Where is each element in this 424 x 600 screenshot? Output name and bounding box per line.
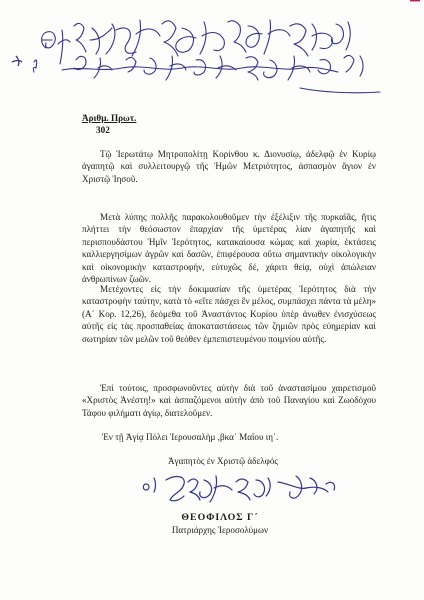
signer-name: ΘΕΟΦΙΛΟΣ Γ΄ bbox=[181, 512, 259, 523]
signer-title: Πατριάρχης Ἱεροσολύμων bbox=[171, 525, 269, 535]
address-text: Τῷ Ἱερωτάτῳ Μητροπολίτῃ Κορίνθου κ. Διονυσίῳ, ἀδελφῷ ἐν Κυρίῳ ἀγαπητῷ καὶ συλλειτουργῷ τῆς Ἡμῶν Μετριότητος, ἀσπασμὸν ἅγιον ἐν Χριστῷ Ἰησοῦ. bbox=[82, 149, 376, 184]
protocol-label: Ἀριθμ. Πρωτ. bbox=[82, 113, 137, 123]
protocol-number: 302 bbox=[96, 125, 110, 135]
pink-mark bbox=[408, 0, 424, 2]
body-paragraph-1: Μετὰ λύπης πολλῆς παρακολουθοῦμεν τὴν ἐξέλιξιν τῆς πυρκαϊᾶς, ἥτις πλήττει τὴν θεόσωστον ἐπαρχίαν τῆς ὑμετέρας λίαν ἀγαπητῆς καὶ περισπουδάστου Ἡμῖν Ἱερότητος, κατακαίουσα κώμας καὶ χωρία, ἐκτάσεις καλλιεργησίμων ἀγρῶν καὶ δασῶν, ἐπιφέρουσα οὕτω σημαντικὴν οἰκολογικὴν καὶ οἰκονομικὴν καταστροφήν, εὐτυχῶς δέ, χάριτι θείᾳ, οὐχὶ ἀπώλειαν ἀνθρωπίνων ζωῶν. bbox=[82, 212, 376, 285]
body-paragraph-2: Μετέχοντες εἰς τὴν δοκιμασίαν τῆς ὑμετέρας Ἱερότητος διὰ τὴν καταστροφὴν ταύτην, κατὰ τὸ «εἴτε πάσχει ἓν μέλος, συμπάσχει πάντα τὰ μέλη» (Α΄ Κορ. 12,26), δεόμεθα τοῦ Ἀναστάντος Κυρίου ὑπὲρ ἀνωθεν ἐνισχύσεως αὐτῆς εἰς τὰς προσπαθείας ἀποκαταστάσεως τῶν ζημιῶν πρὸς εὐημερίαν καὶ σωτηρίαν τῶν μελῶν τοῦ θεόθεν ἐμπεπιστευμένου ποιμνίου αὐτῆς. bbox=[82, 284, 376, 344]
body-paragraph-3: Ἐπὶ τούτοις, προσφωνοῦντες αὐτὴν διὰ τοῦ ἀναστασίμου χαιρετισμοῦ «Χριστὸς Ἀνέστη!» καὶ ἀσπαζόμενοι αὐτὴν ἀπὸ τοῦ Παναγίου καὶ Ζωοδόχου Τάφου φιλήματι ἁγίῳ, διατελοῦμεν. bbox=[82, 383, 376, 418]
date-line: Ἐν τῇ Ἁγίᾳ Πόλει Ἱερουσαλὴμ ,βκα΄ Μαΐου ιη΄. bbox=[102, 432, 279, 442]
closing-line: Ἀγαπητὸς ἐν Χριστῷ ἀδελφός bbox=[167, 456, 279, 466]
